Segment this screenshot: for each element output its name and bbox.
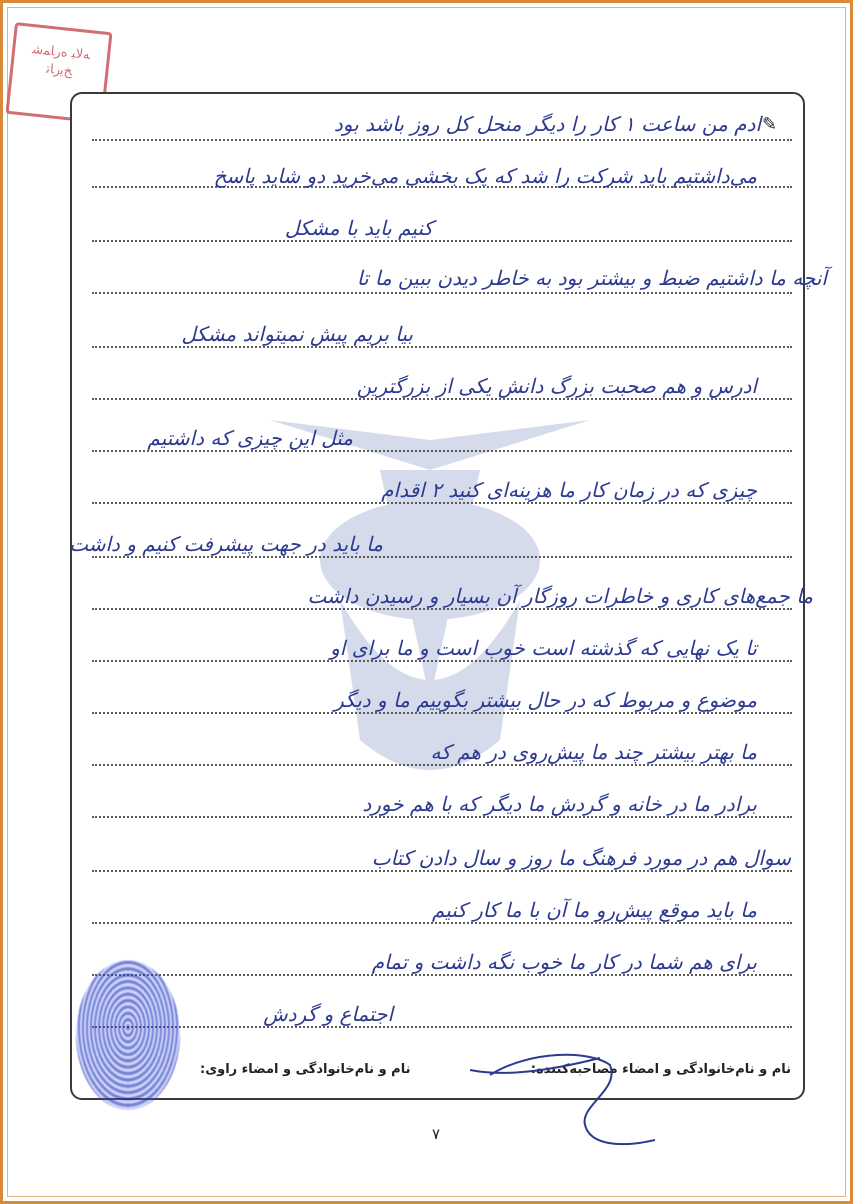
handwritten-line: ما باید موقع پیش‌رو ما آن با ما کار کنیم <box>431 898 757 922</box>
ruled-line <box>92 1026 792 1028</box>
ruled-line <box>92 870 792 872</box>
interviewer-signature <box>470 1030 660 1155</box>
handwritten-line: بیا بریم پیش نمیتواند مشکل <box>181 322 413 346</box>
handwritten-line: تا یک نهایی که گذشته است خوب است و ما برای او <box>330 636 757 660</box>
page-number: ۷ <box>432 1125 441 1143</box>
ruled-line <box>92 608 792 610</box>
handwritten-line: ما بهتر بیشتر چند ما پیش‌روی در هم که <box>430 740 757 764</box>
ruled-line <box>92 712 792 714</box>
stamp-line-2: ﺦﯾﺭﺎﺗ <box>45 61 73 80</box>
handwritten-line: اجتماع و گردش <box>263 1002 393 1026</box>
ruled-line <box>92 398 792 400</box>
handwritten-line: می‌داشتیم باید شرکت را شد که یک بخشی می‌خرید دو شاید پاسخ <box>213 164 757 188</box>
ruled-line <box>92 450 792 452</box>
handwritten-line: چیزی که در زمان کار ما هزینه‌ای کنید ۲ اقدام <box>381 478 757 502</box>
ruled-line <box>92 292 792 294</box>
fingerprint <box>76 960 180 1110</box>
handwritten-line: آنچه ما داشتیم ضبط و بیشتر بود به خاطر دیدن ببین ما تا <box>356 266 827 290</box>
handwritten-line: ادرس و هم صحبت بزرگ دانش یکی از بزرگترین <box>356 374 757 398</box>
ruled-line <box>92 922 792 924</box>
handwritten-line: برادر ما در خانه و گردش ما دیگر که با هم خورد <box>362 792 757 816</box>
ruled-line <box>92 816 792 818</box>
handwritten-line: برای هم شما در کار ما خوب نگه داشت و تمام <box>371 950 757 974</box>
narrator-signature-label: نام و نام‌خانوادگی و امضاء راوی: <box>200 1062 411 1077</box>
handwritten-line: مثل این چیزی که داشتیم <box>147 426 353 450</box>
pen-icon: ✎ <box>762 114 778 135</box>
ruled-line <box>92 240 792 242</box>
ruled-line <box>92 660 792 662</box>
handwritten-line: ما باید در جهت پیشرفت کنیم و داشت <box>69 532 383 556</box>
handwritten-line: موضوع و مربوط که در حال بیشتر بگوییم ما و دیگر <box>334 688 757 712</box>
ruled-line <box>92 974 792 976</box>
ruled-line <box>92 556 792 558</box>
interviewer-signature-label: نام و نام‌خانوادگی و امضاء مصاحبه‌کننده: <box>530 1062 791 1077</box>
handwritten-line: سوال هم در مورد فرهنگ ما روز و سال دادن کتاب <box>371 846 791 870</box>
ruled-line <box>92 346 792 348</box>
stamp-line-1: ﻪﻟﺎﺒ ﻩﺭﺎﻤﺷ <box>31 42 91 64</box>
handwritten-line: کنیم باید با مشکل <box>284 216 433 240</box>
ruled-line <box>92 502 792 504</box>
ruled-line <box>92 139 792 141</box>
handwritten-line: ادم من ساعت ۱ کار را دیگر منحل کل روز باشد بود <box>333 112 761 136</box>
handwritten-line: ما جمع‌های کاری و خاطرات روزگار آن بسیار و رسیدن داشت <box>307 584 813 608</box>
ruled-line <box>92 764 792 766</box>
